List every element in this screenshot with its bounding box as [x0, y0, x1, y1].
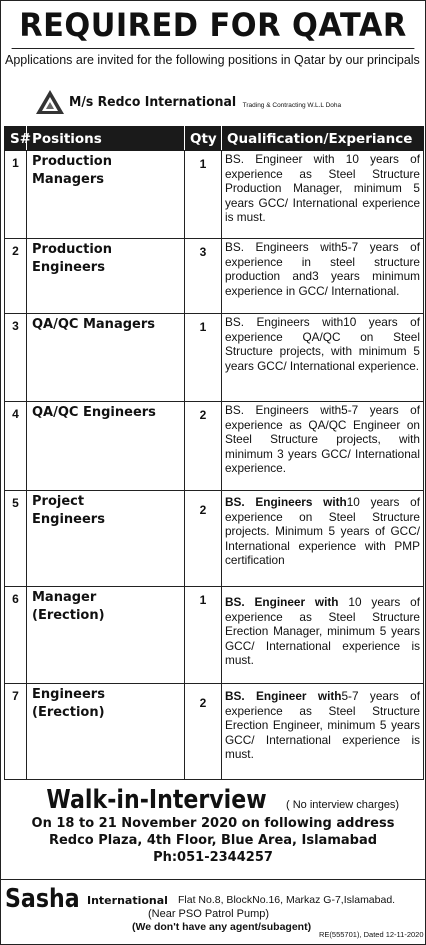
row-sn: 1 [5, 151, 27, 239]
position-line: Production [32, 242, 112, 257]
company-name: M/s Redco International [69, 94, 237, 110]
row-qty: 3 [185, 239, 222, 314]
row-position [27, 151, 185, 239]
row-position [27, 587, 185, 684]
table-row [5, 314, 424, 402]
row-qualification [222, 402, 424, 491]
company-header [1, 85, 425, 119]
walk-in-note: ( No interview charges) [286, 799, 400, 811]
row-sn: 3 [5, 314, 27, 402]
header-qualification: Qualification/Experiance [222, 127, 424, 151]
table-row [5, 587, 424, 684]
row-sn: 2 [5, 239, 27, 314]
interview-phone: Ph:051-2344257 [153, 850, 273, 865]
qual-bold: BS. Engineers with [225, 495, 347, 509]
table-row [5, 239, 424, 314]
redco-triangle-logo-icon [35, 89, 65, 115]
positions-table [4, 126, 424, 780]
row-qty: 1 [185, 587, 222, 684]
table-header-row [5, 127, 424, 151]
qual-bold: BS. Engineer with [225, 595, 339, 609]
row-qualification [222, 314, 424, 402]
agency-agent-note: (We don't have any agent/subagent) [132, 921, 312, 933]
intro-text: Applications are invited for the following positions in Qatar by our principals [5, 53, 420, 67]
row-qty: 2 [185, 684, 222, 780]
agency-brand-sub: International [87, 894, 168, 907]
position-line: Production [32, 154, 112, 169]
position-line: QA/QC Engineers [32, 405, 156, 420]
table-row [5, 402, 424, 491]
position-line: (Erection) [32, 705, 105, 720]
interview-address: Redco Plaza, 4th Floor, Blue Area, Islamabad [48, 833, 378, 848]
table-row [5, 491, 424, 587]
header-qty: Qty [185, 127, 222, 151]
row-qualification [222, 684, 424, 780]
position-line: Engineers [32, 687, 105, 702]
row-qty: 1 [185, 151, 222, 239]
row-position [27, 491, 185, 587]
row-qty: 2 [185, 491, 222, 587]
agency-footer [1, 879, 425, 945]
page-title: REQUIRED FOR QATAR [12, 1, 415, 49]
header-positions: Positions [27, 127, 185, 151]
row-position [27, 684, 185, 780]
row-sn: 5 [5, 491, 27, 587]
qual-text: BS. Engineers with5-7 years of experience in steel structure production and3 years minimum experience in GCC/ International. [225, 240, 420, 298]
agency-address: Flat No.8, BlockNo.16, Markaz G-7,Islamabad. [178, 894, 396, 906]
row-qualification [222, 587, 424, 684]
position-line: Engineers [32, 512, 105, 527]
position-line: (Erection) [32, 608, 105, 623]
row-position [27, 314, 185, 402]
row-sn: 7 [5, 684, 27, 780]
position-line: Managers [32, 172, 105, 187]
position-line: Engineers [32, 260, 105, 275]
table-row [5, 151, 424, 239]
position-line: Project [32, 494, 85, 509]
interview-dates: On 18 to 21 November 2020 on following address [31, 816, 395, 831]
qual-text: BS. Engineers with10 years of experience QA/QC on Steel Structure projects, with minimum 5 years GCC/ International experience. [225, 315, 420, 373]
row-sn: 4 [5, 402, 27, 491]
reference-number: RE(555701), Dated 12-11-2020 [319, 930, 424, 939]
position-line: QA/QC Managers [32, 317, 155, 332]
row-position [27, 239, 185, 314]
qual-text: 5-7 years of experience as Steel Structure Erection Engineer, minimum 5 years GCC/ International experience is must. [225, 689, 420, 761]
header-sn: S# [5, 127, 27, 151]
qual-text: 10 years of experience as Steel Structure Erection Manager, minimum 5 years GCC/ International experience is must. [225, 595, 420, 667]
row-qualification [222, 151, 424, 239]
row-qualification [222, 491, 424, 587]
row-qty: 1 [185, 314, 222, 402]
agency-brand: Sasha [5, 884, 80, 914]
position-line: Manager [32, 590, 97, 605]
agency-landmark: (Near PSO Patrol Pump) [148, 908, 270, 920]
row-position [27, 402, 185, 491]
row-qualification [222, 239, 424, 314]
row-sn: 6 [5, 587, 27, 684]
row-qty: 2 [185, 402, 222, 491]
walk-in-section [1, 785, 425, 866]
company-subtitle: Trading & Contracting W.L.L Doha [242, 101, 342, 109]
qual-bold: BS. Engineer with [225, 689, 342, 703]
table-row [5, 684, 424, 780]
qual-text: BS. Engineers with5-7 years of experience as QA/QC Engineer on Steel Structure projects, with minimum 3 years GCC/ International experience. [225, 403, 420, 475]
walk-in-title: Walk-in-Interview [46, 785, 267, 815]
qual-text: BS. Engineer with 10 years of experience as Steel Structure Production Manager, minimum 5 years GCC/ International experience is must. [225, 152, 420, 224]
qual-text: 10 years of experience on Steel Structure projects. Minimum 5 years of GCC/ International experience with PMP certification [225, 495, 420, 567]
